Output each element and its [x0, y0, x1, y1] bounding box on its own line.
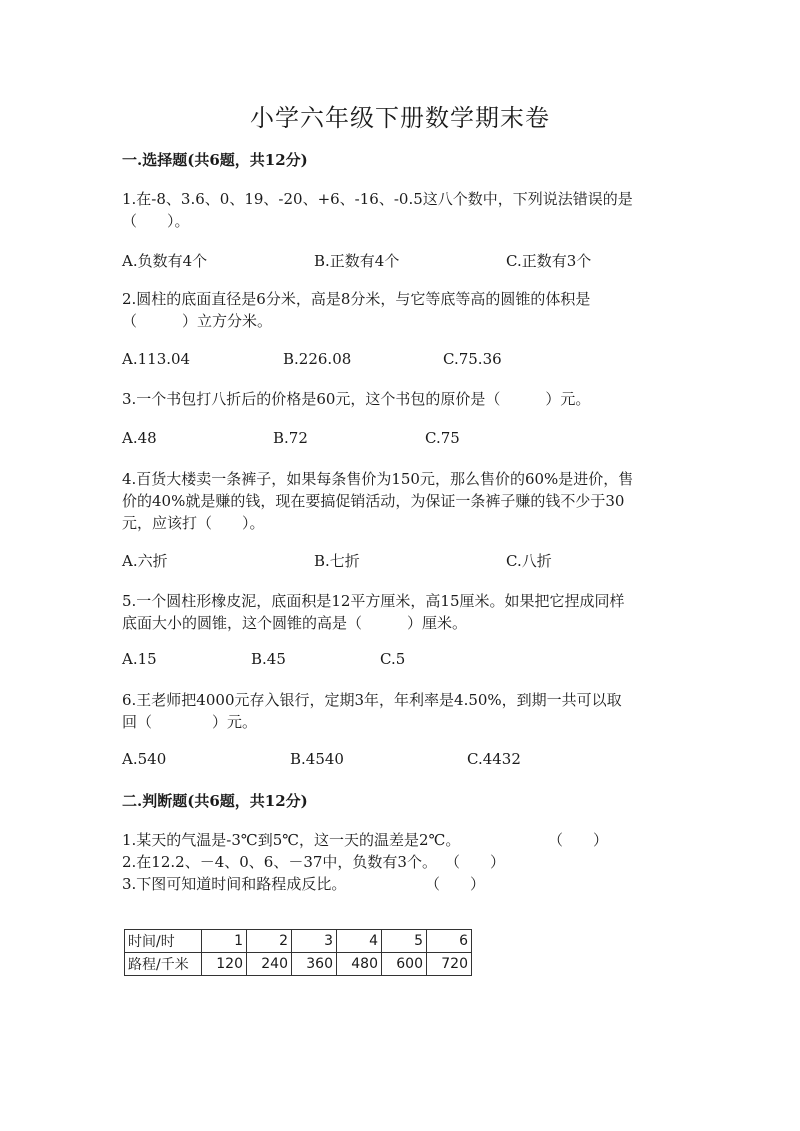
question-6-line-1: 6.王老师把4000元存入银行，定期3年，年利率是4.50%，到期一共可以取 — [122, 691, 622, 709]
question-4-line-2: 价的40%就是赚的钱，现在要搞促销活动，为保证一条裤子赚的钱不少于30 — [122, 492, 625, 510]
table-cell: 4 — [337, 930, 382, 953]
judge-question-1-blank: （ ） — [548, 831, 609, 849]
question-1-option-a: A.负数有4个 — [122, 252, 208, 270]
question-2-line-2: （ ）立方分米。 — [122, 312, 273, 330]
question-1-option-b: B.正数有4个 — [314, 252, 400, 270]
question-6-option-a: A.540 — [122, 750, 167, 768]
time-distance-table — [124, 929, 472, 976]
question-6-option-c: C.4432 — [467, 750, 521, 768]
judge-question-2-blank: （ ） — [445, 853, 506, 871]
section-heading-multiple-choice: 一.选择题(共6题，共12分) — [122, 151, 308, 169]
question-3-option-a: A.48 — [122, 429, 157, 447]
table-cell: 6 — [427, 930, 472, 953]
table-cell: 3 — [292, 930, 337, 953]
question-1-line-1: 1.在-8、3.6、0、19、-20、+6、-16、-0.5这八个数中，下列说法错误的是 — [122, 190, 633, 208]
table-cell: 1 — [202, 930, 247, 953]
table-row-label: 时间/时 — [125, 930, 202, 953]
page-title: 小学六年级下册数学期末卷 — [250, 104, 550, 132]
table-cell: 600 — [382, 953, 427, 976]
question-3-option-c: C.75 — [425, 429, 460, 447]
table-cell: 480 — [337, 953, 382, 976]
table-cell: 5 — [382, 930, 427, 953]
table-row — [125, 930, 472, 953]
table-cell: 720 — [427, 953, 472, 976]
table-row-label: 路程/千米 — [125, 953, 202, 976]
question-4-option-a: A.六折 — [122, 552, 168, 570]
table-cell: 2 — [247, 930, 292, 953]
judge-question-3-blank: （ ） — [425, 875, 486, 893]
question-4-option-c: C.八折 — [506, 552, 552, 570]
table-cell: 120 — [202, 953, 247, 976]
question-1-option-c: C.正数有3个 — [506, 252, 592, 270]
question-5-option-c: C.5 — [380, 650, 406, 668]
question-3-option-b: B.72 — [273, 429, 308, 447]
question-2-option-a: A.113.04 — [122, 350, 191, 368]
question-4-line-3: 元，应该打（ ）。 — [122, 514, 265, 532]
table-row — [125, 953, 472, 976]
question-1-line-2: （ ）。 — [122, 212, 190, 230]
question-4-option-b: B.七折 — [314, 552, 360, 570]
question-6-option-b: B.4540 — [290, 750, 344, 768]
question-2-option-c: C.75.36 — [443, 350, 502, 368]
judge-question-1: 1.某天的气温是-3℃到5℃，这一天的温差是2℃。 — [122, 831, 461, 849]
question-6-line-2: 回（ ）元。 — [122, 713, 258, 731]
question-3-line-1: 3.一个书包打八折后的价格是60元，这个书包的原价是（ ）元。 — [122, 390, 591, 408]
judge-question-3: 3.下图可知道时间和路程成反比。 — [122, 875, 347, 893]
question-5-line-1: 5.一个圆柱形橡皮泥，底面积是12平方厘米，高15厘米。如果把它捏成同样 — [122, 592, 625, 610]
question-4-line-1: 4.百货大楼卖一条裤子，如果每条售价为150元，那么售价的60%是进价，售 — [122, 470, 634, 488]
question-5-option-a: A.15 — [122, 650, 157, 668]
judge-question-2: 2.在12.2、－4、0、6、－37中，负数有3个。 — [122, 853, 437, 871]
question-5-line-2: 底面大小的圆锥，这个圆锥的高是（ ）厘米。 — [122, 614, 468, 632]
question-5-option-b: B.45 — [251, 650, 286, 668]
table-cell: 240 — [247, 953, 292, 976]
question-2-option-b: B.226.08 — [283, 350, 352, 368]
section-heading-true-false: 二.判断题(共6题，共12分) — [122, 792, 308, 810]
table-cell: 360 — [292, 953, 337, 976]
question-2-line-1: 2.圆柱的底面直径是6分米，高是8分米，与它等底等高的圆锥的体积是 — [122, 290, 591, 308]
